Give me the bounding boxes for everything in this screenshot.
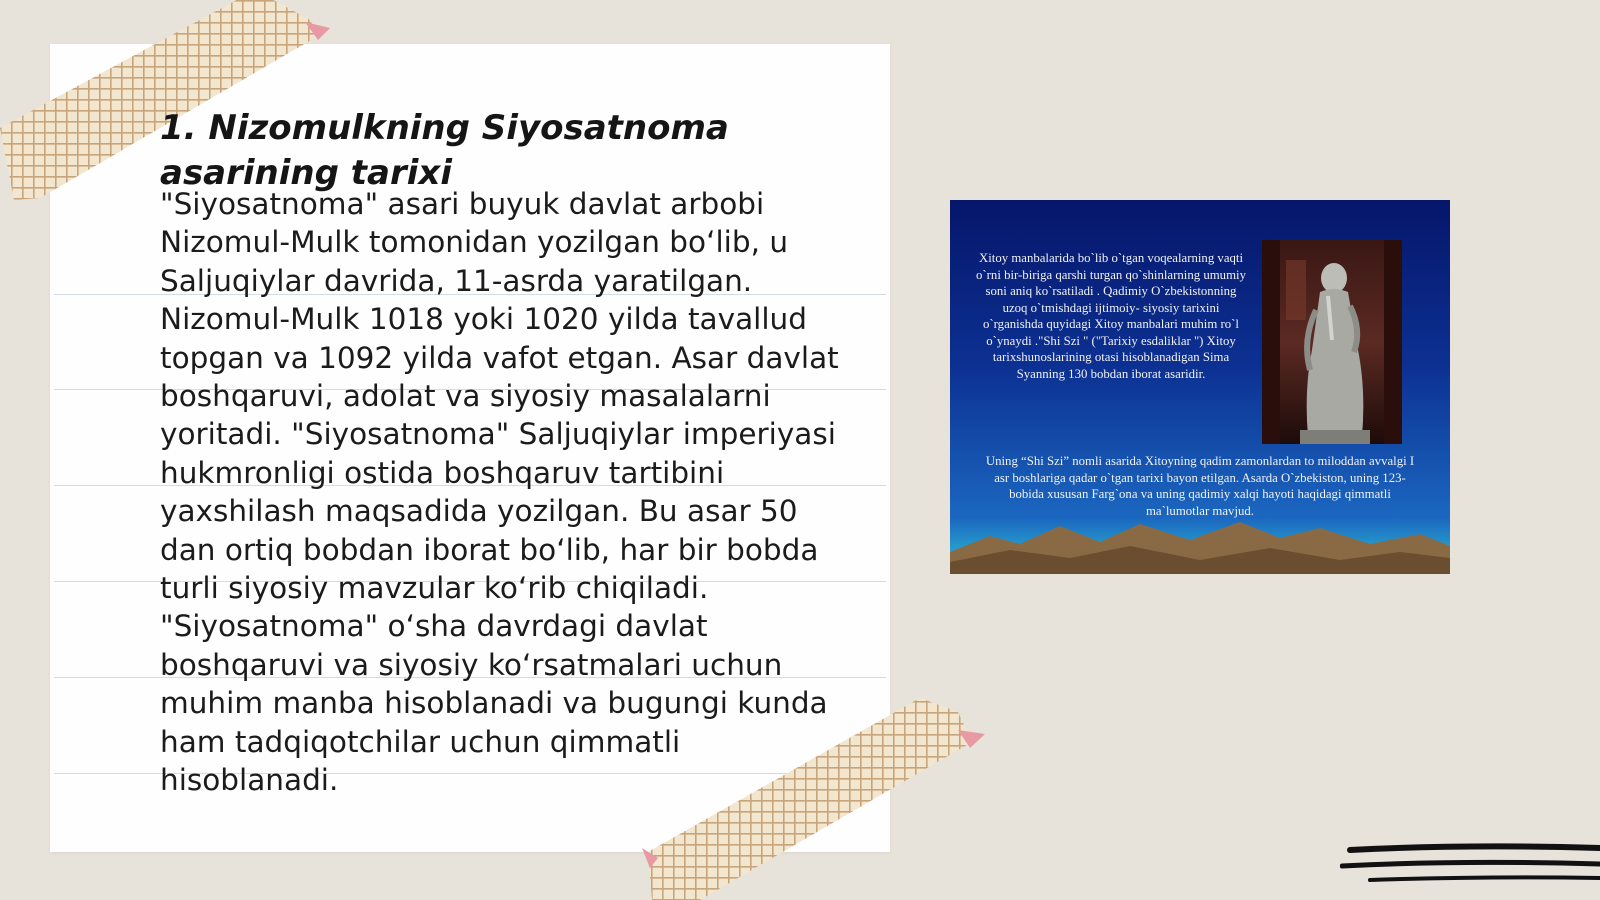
body-paragraph: "Siyosatnoma" asari buyuk davlat arbobi Nizomul-Mulk tomonidan yozilgan bo‘lib, u Saljuqiylar davrida, 11-asrda yaratilgan. Nizomul-Mulk 1018 yoki 1020 yilda tavallud topgan va 1092 yilda vafot etgan. Asar davlat boshqaruvi, adolat va siyosiy masalalarni yoritadi. "Siyosatnoma" Saljuqiylar imperiyasi hukmronligi ostida boshqaruv tartibini yaxshilash maqsadida yozilgan. Bu asar 50 dan ortiq bobdan iborat bo‘lib, har bir bobda turli siyosiy mavzular ko‘rib chiqiladi. "Siyosatnoma" o‘sha davrdagi davlat boshqaruvi va siyosiy ko‘rsatmalari uchun muhim manba hisoblanadi va bugungi kunda ham tadqiqotchilar uchun qimmatli hisoblanadi. bbox=[160, 187, 839, 798]
page-title: 1. Nizomulkning Siyosatnoma asarining tarixi bbox=[160, 108, 729, 193]
confucius-statue-image bbox=[1262, 240, 1402, 444]
statue-icon bbox=[1262, 240, 1402, 444]
slide-text-bottom: Uning “Shi Szi” nomli asarida Xitoyning qadim zamonlardan to miloddan avvalgi I asr boshlariga qadar o`tgan tarixi bayon etilgan. Asarda O`zbekiston, uning 123-bobida xususan Farg`ona va uning qadimiy xalqi hayoti haqidagi qimmatli ma`lumotlar mavjud. bbox=[985, 454, 1415, 518]
mountain-silhouette bbox=[950, 514, 1450, 574]
slide-image bbox=[950, 200, 1450, 574]
slide-text-top: Xitoy manbalarida bo`lib o`tgan voqealarning vaqti o`rni bir-biriga qarshi turgan qo`shinlarning umumiy soni aniq ko`rsatiladi . Qadimiy O`zbekistonning uzoq o`tmishdagi ijtimoiy- siyosiy tarixini o`rganishda quyidagi Xitoy manbalari muhim ro`l o`ynaydi ."Shi Szi " ("Tarixiy esdaliklar ") Xitoy tarixshunoslarining otasi hisoblanadigan Sima Syanning 130 bobdan iborat asaridir. bbox=[976, 251, 1246, 381]
brush-strokes-decoration bbox=[1340, 842, 1600, 890]
